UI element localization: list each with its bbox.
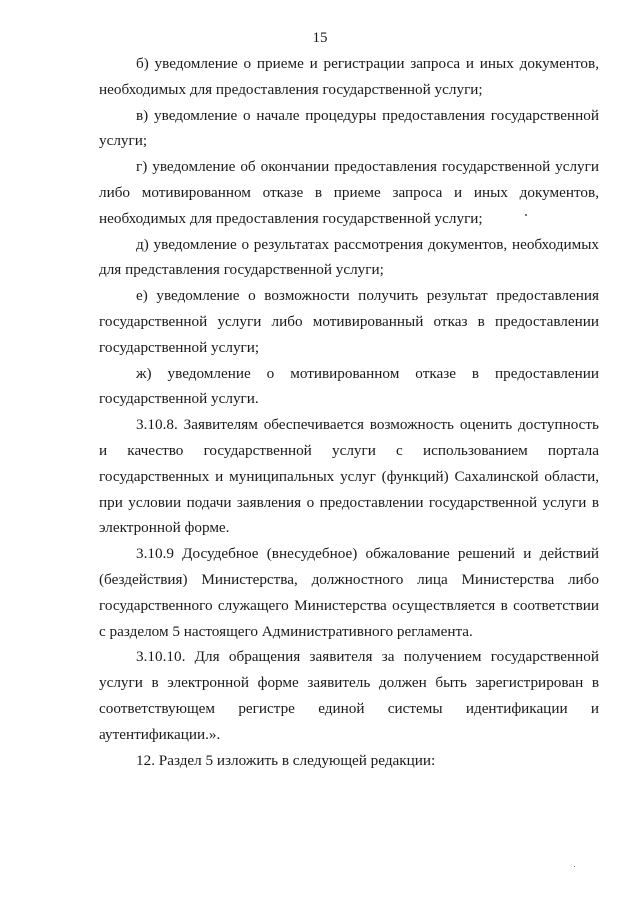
paragraph-notice-result-availability: е) уведомление о возможности получить результат предоставления государственной услуги либо мотивированный отказ в предоставлении государственной услуги; bbox=[99, 287, 599, 356]
paragraph-notice-review-results: д) уведомление о результатах рассмотрения документов, необходимых для представления государственной услуги; bbox=[99, 235, 599, 279]
scan-speck bbox=[525, 214, 527, 216]
paragraph-3-10-9: 3.10.9 Досудебное (внесудебное) обжалование решений и действий (бездействия) Министерства, должностного лица Министерства либо государственного служащего Министерства осуществляется в соответствии с разделом 5 настоящего Административного регламента. bbox=[99, 545, 599, 640]
paragraph-3-10-10: 3.10.10. Для обращения заявителя за получением государственной услуги в электронной форме заявитель должен быть зарегистрирован в соответствующем регистре единой системы идентификации и аутентификации.». bbox=[99, 648, 599, 743]
document-body bbox=[99, 51, 599, 773]
paragraph-notice-receipt: б) уведомление о приеме и регистрации запроса и иных документов, необходимых для предоставления государственной услуги; bbox=[99, 55, 599, 98]
page-number: 15 bbox=[312, 30, 328, 46]
paragraph-3-10-8: 3.10.8. Заявителям обеспечивается возможность оценить доступность и качество государственной услуги с использованием портала государственных и муниципальных услуг (функций) Сахалинской области, при условии подачи заявления о предоставлении государственной услуги в электронной форме. bbox=[99, 416, 599, 537]
paragraph-notice-refusal: ж) уведомление о мотивированном отказе в предоставлении государственной услуги. bbox=[99, 364, 599, 408]
scan-speck bbox=[574, 866, 575, 867]
paragraph-section-5-heading: 12. Раздел 5 изложить в следующей редакции: bbox=[136, 751, 436, 769]
paragraph-notice-completion: г) уведомление об окончании предоставления государственной услуги либо мотивированном отказе в приеме запроса и иных документов, необходимых для предоставления государственной услуги; bbox=[99, 158, 599, 227]
paragraph-notice-start: в) уведомление о начале процедуры предоставления государственной услуги; bbox=[99, 106, 599, 150]
